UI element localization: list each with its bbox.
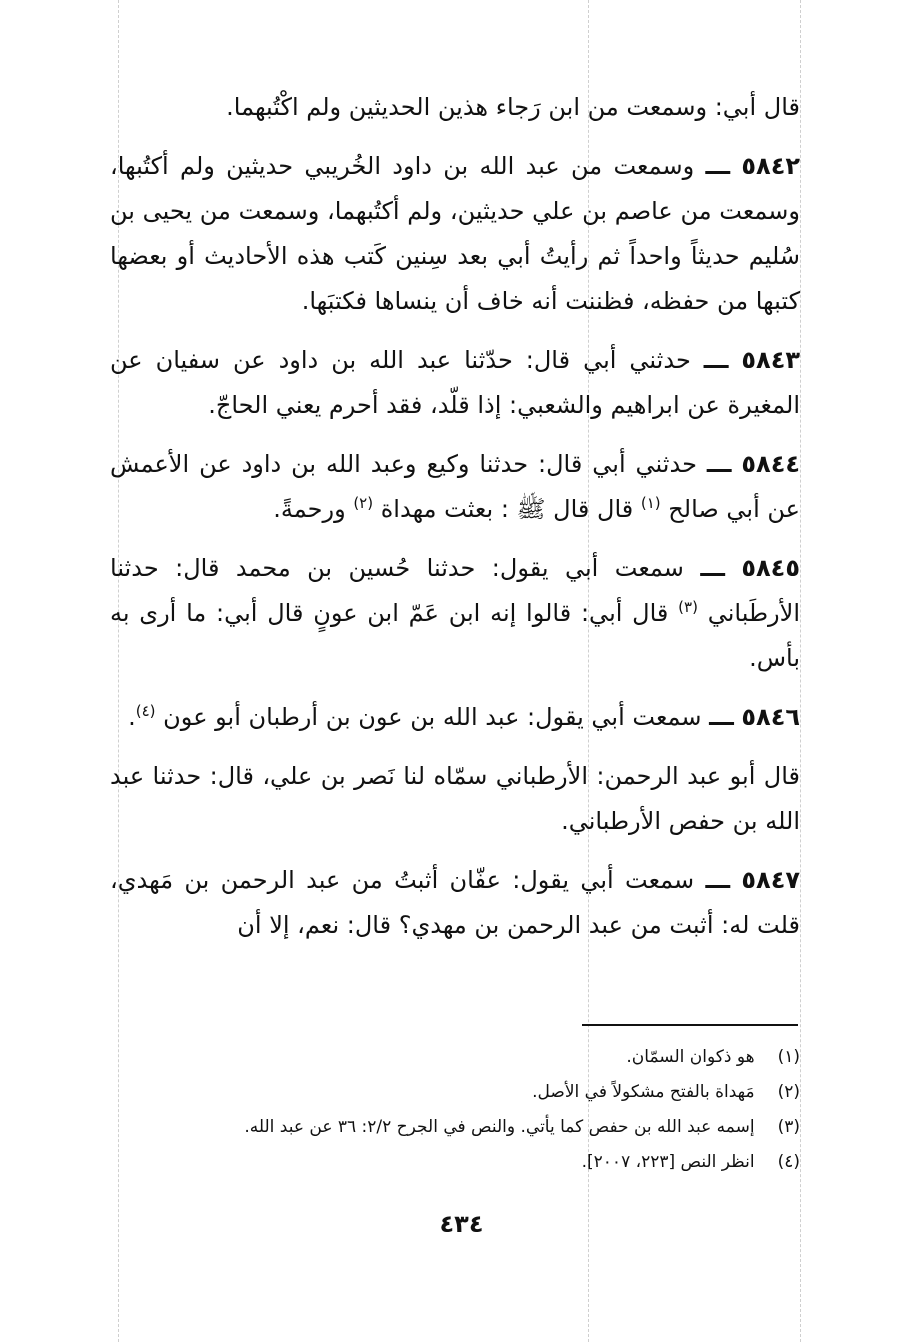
entry-dash: ـــ bbox=[700, 554, 725, 582]
entry-number: ٥٨٤٣ bbox=[741, 346, 800, 374]
footnote-1 bbox=[110, 1040, 800, 1075]
entry-text: حدثني أبي قال: حدّثنا عبد الله بن داود عن سفيان عن المغيرة عن ابراهيم والشعبي: إذا قلّد، فقد أحرم يعني الحاجّ. bbox=[110, 346, 800, 419]
entry-dash: ـــ bbox=[709, 703, 734, 731]
entry-dash: ـــ bbox=[705, 866, 731, 894]
entry-text: قال أبو عبد الرحمن: الأرطباني سمّاه لنا نَصر بن علي، قال: حدثنا عبد الله بن حفص الأرطباني. bbox=[110, 762, 800, 835]
footnote-ref: (٢) bbox=[353, 494, 374, 512]
footnote-2 bbox=[110, 1075, 800, 1110]
entry-5846 bbox=[110, 695, 800, 740]
footnote-mark: (٢) bbox=[777, 1082, 800, 1102]
entry-number: ٥٨٤٢ bbox=[741, 152, 800, 180]
page-number: ٤٣٤ bbox=[439, 1210, 484, 1238]
main-text bbox=[110, 85, 800, 962]
entry-dash: ـــ bbox=[706, 450, 732, 478]
entry-text: حدثني أبي قال: حدثنا وكيع وعبد الله بن داود عن الأعمش عن أبي صالح bbox=[110, 450, 800, 523]
footnote-mark: (٣) bbox=[777, 1117, 800, 1137]
entry-dash: ـــ bbox=[703, 346, 729, 374]
entry-number: ٥٨٤٤ bbox=[741, 450, 800, 478]
entry-text: ورحمةً. bbox=[273, 495, 346, 523]
entry-5843 bbox=[110, 338, 800, 428]
entry-text: وسمعت من عبد الله بن داود الخُريبي حديثين ولم أكتُبها، وسمعت من عاصم بن علي حديثين، ولم أكتُبهما، وسمعت من يحيى بن سُليم حديثاً واحداً ثم رأيتُ أبي بعد سِنين كَتب هذه الأحاديث أو بعضها كتبها من حفظه، فظننت أنه خاف أن ينساها فكتبَها. bbox=[110, 152, 800, 315]
entry-5847 bbox=[110, 858, 800, 948]
footnote-text: هو ذكوان السمّان. bbox=[626, 1047, 755, 1067]
entry-text: . bbox=[128, 703, 136, 731]
entry-text: قال قال ﷺ : بعثت مهداة bbox=[380, 495, 634, 523]
scan-guide-line bbox=[800, 0, 801, 1342]
intro-paragraph bbox=[110, 85, 800, 130]
footnote-3 bbox=[110, 1110, 800, 1145]
entry-5844 bbox=[110, 442, 800, 532]
entry-5845 bbox=[110, 546, 800, 681]
footnote-text: انظر النص [٢٢٣، ٢٠٠٧]. bbox=[581, 1152, 755, 1172]
entry-text: قال أبي: قالوا إنه ابن عَمّ ابن عونٍ قال أبي: ما أرى به بأس. bbox=[110, 599, 800, 672]
footnotes bbox=[110, 1040, 800, 1180]
footnote-text: إسمه عبد الله بن حفص كما يأتي. والنص في الجرح ٢/٢: ٣٦ عن عبد الله. bbox=[244, 1117, 755, 1137]
footnote-mark: (١) bbox=[777, 1047, 800, 1067]
entry-5842 bbox=[110, 144, 800, 324]
entry-number: ٥٨٤٥ bbox=[741, 554, 800, 582]
entry-number: ٥٨٤٦ bbox=[741, 703, 800, 731]
footnote-ref: (١) bbox=[640, 494, 661, 512]
footnote-ref: (٣) bbox=[678, 598, 698, 616]
footnote-4 bbox=[110, 1145, 800, 1180]
footnote-ref: (٤) bbox=[135, 702, 156, 720]
entry-number: ٥٨٤٧ bbox=[741, 866, 800, 894]
intro-text: قال أبي: وسمعت من ابن رَجاء هذين الحديثين ولم اكْتُبهما. bbox=[226, 93, 800, 121]
entry-text: سمعت أبي يقول: حدثنا حُسين بن محمد قال: حدثنا الأرطَباني bbox=[110, 554, 800, 627]
footnote-text: مَهداة بالفتح مشكولاً في الأصل. bbox=[532, 1082, 755, 1102]
entry-text: سمعت أبي يقول: عفّان أثبتُ من عبد الرحمن بن مَهدي، قلت له: أثبت من عبد الرحمن بن مهدي؟ قال: نعم، إلا أن bbox=[110, 866, 800, 939]
footnote-divider bbox=[582, 1024, 798, 1026]
entry-dash: ـــ bbox=[705, 152, 731, 180]
footnote-mark: (٤) bbox=[777, 1152, 800, 1172]
entry-text: سمعت أبي يقول: عبد الله بن عون بن أرطبان أبو عون bbox=[163, 703, 702, 731]
commentary-paragraph bbox=[110, 754, 800, 844]
